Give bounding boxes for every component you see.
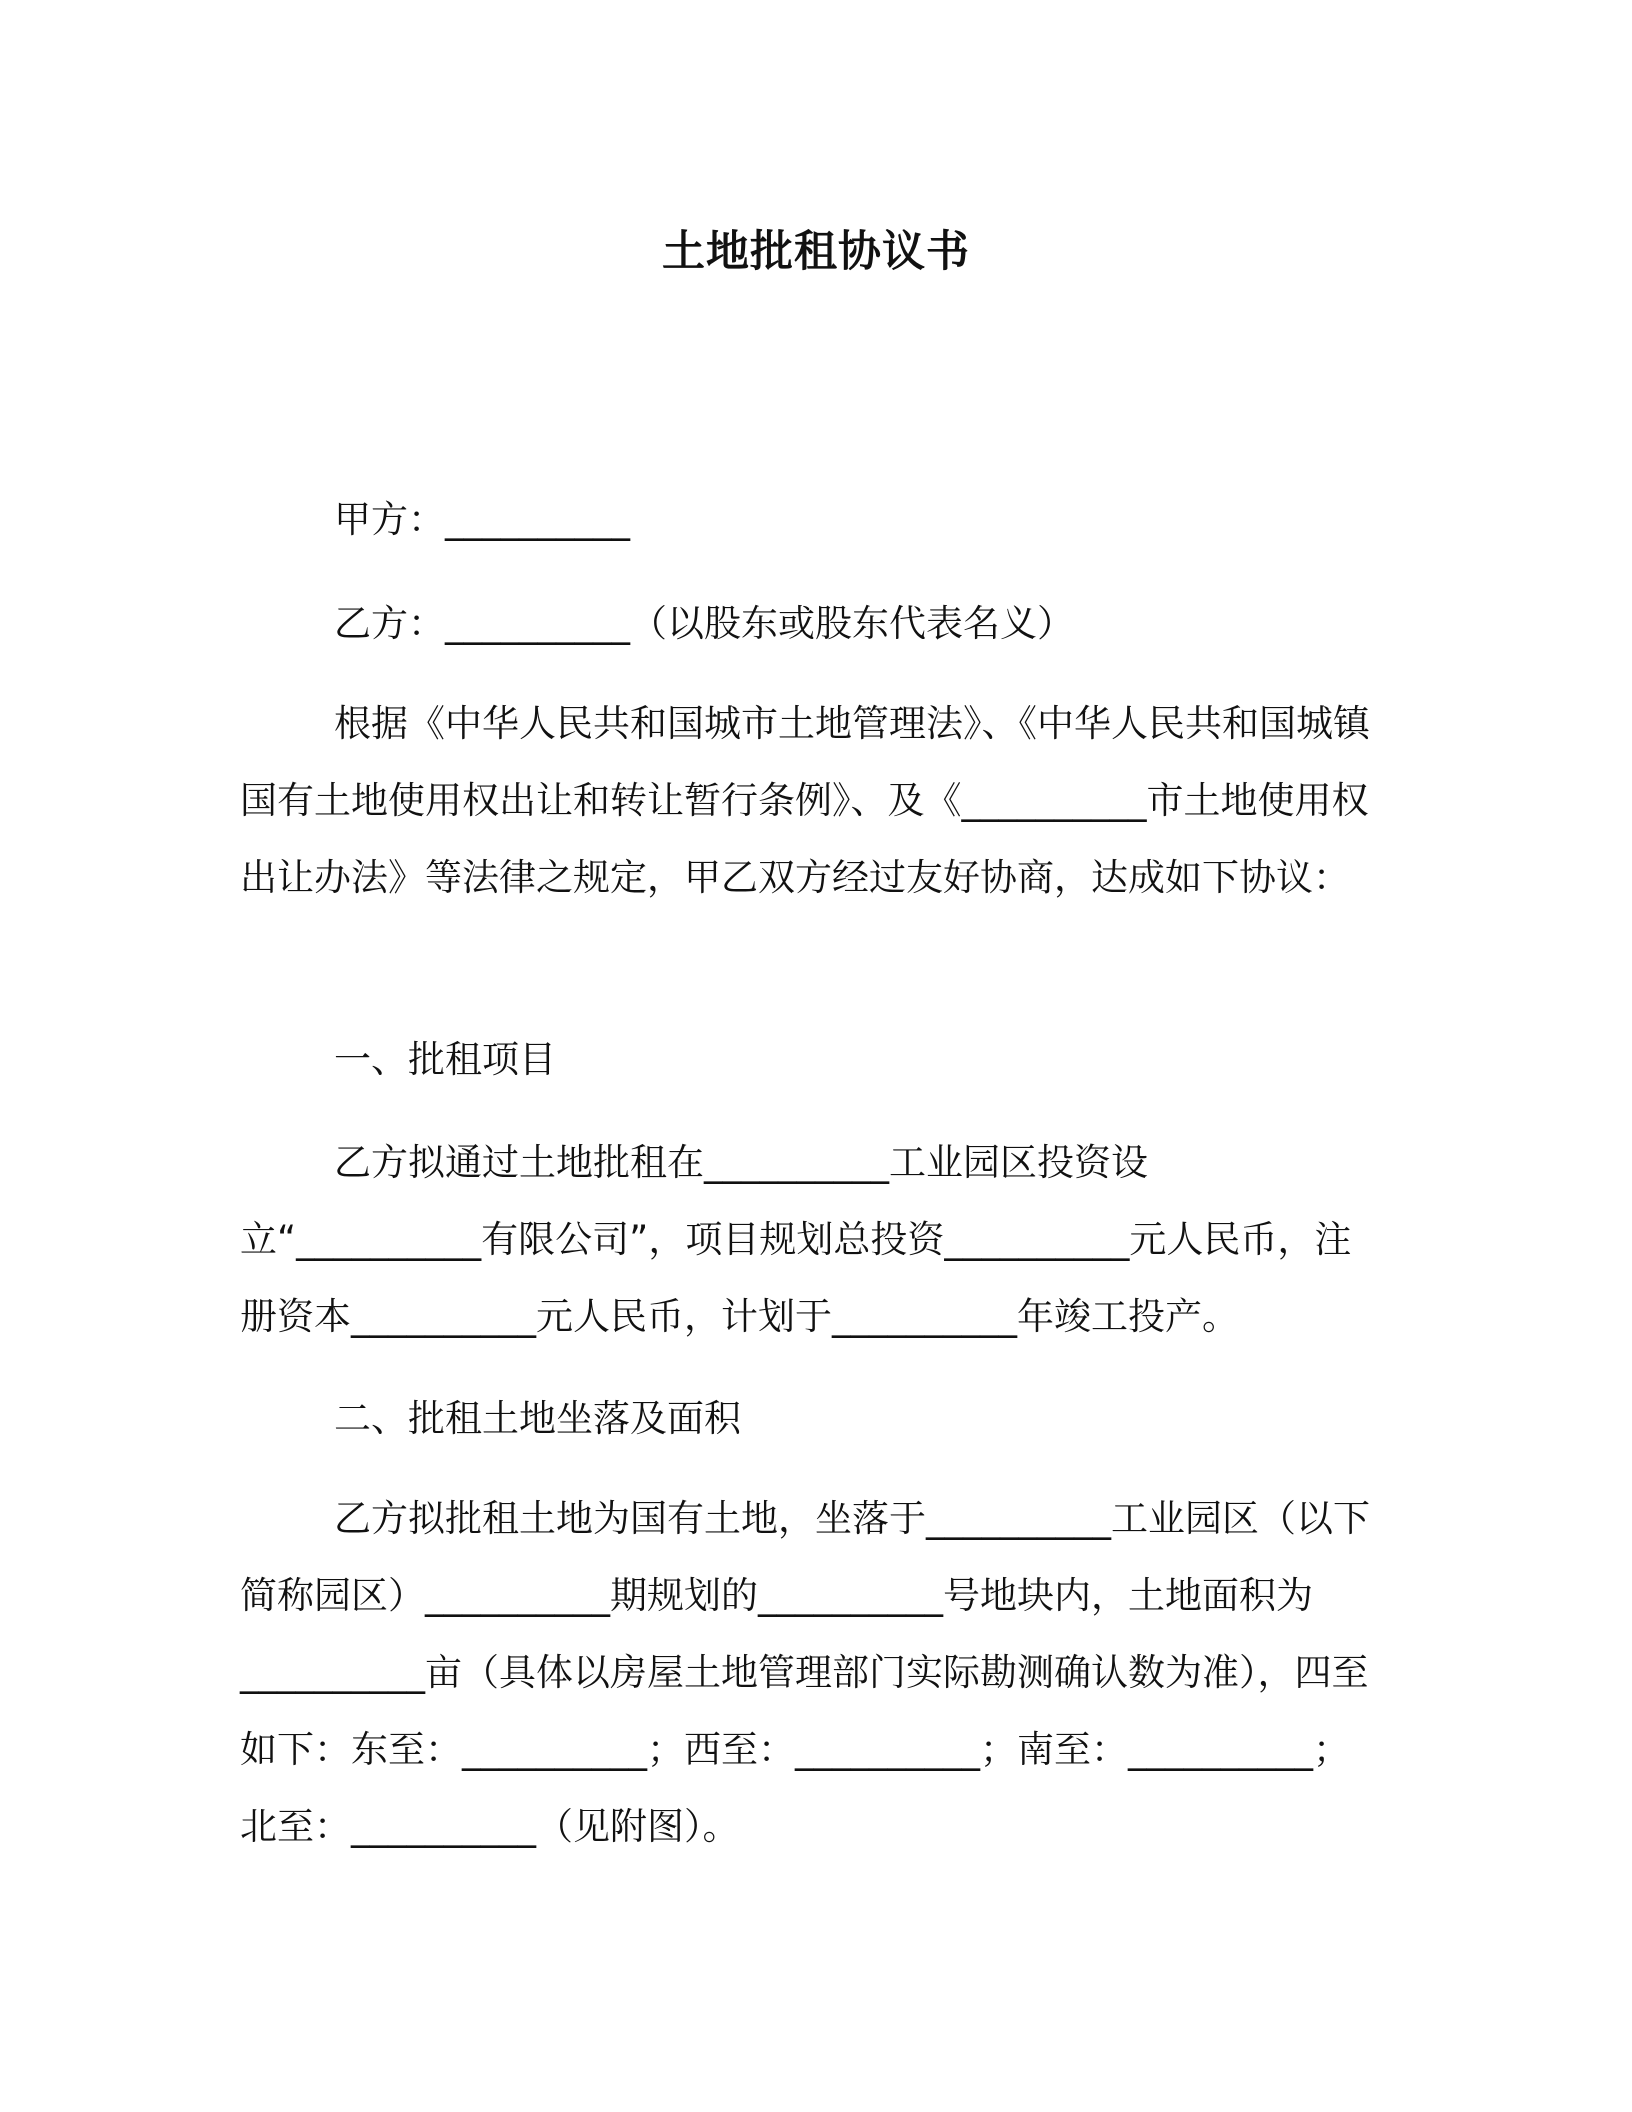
party-b-line: 乙方：__________（以股东或股东代表名义） (334, 602, 1074, 645)
section-1-paragraph: 乙方拟通过土地批租在__________工业园区投资设立“__________有限公司”，项目规划总投资__________元人民币，注册资本__________元人民币，计划于__________年竣工投产。 (240, 1141, 1352, 1338)
preamble-paragraph: 根据《中华人民共和国城市土地管理法》、《中华人民共和国城镇国有土地使用权出让和转让暂行条例》、及《__________市土地使用权出让办法》等法律之规定，甲乙双方经过友好协商，达成如下协议： (240, 702, 1370, 899)
section-2-paragraph: 乙方拟批租土地为国有土地，坐落于__________工业园区（以下简称园区）__________期规划的__________号地块内，土地面积为__________亩（具体以房屋土地管理部门实际勘测确认数为准），四至如下：东至：__________；西至：__________；南至：__________；北至：__________（见附图）。 (240, 1497, 1370, 1848)
document-title: 土地批租协议书 (662, 227, 970, 277)
party-a-line: 甲方：__________ (334, 498, 630, 541)
section-2-heading: 二、批租土地坐落及面积 (334, 1397, 741, 1440)
section-1-heading: 一、批租项目 (334, 1038, 556, 1081)
